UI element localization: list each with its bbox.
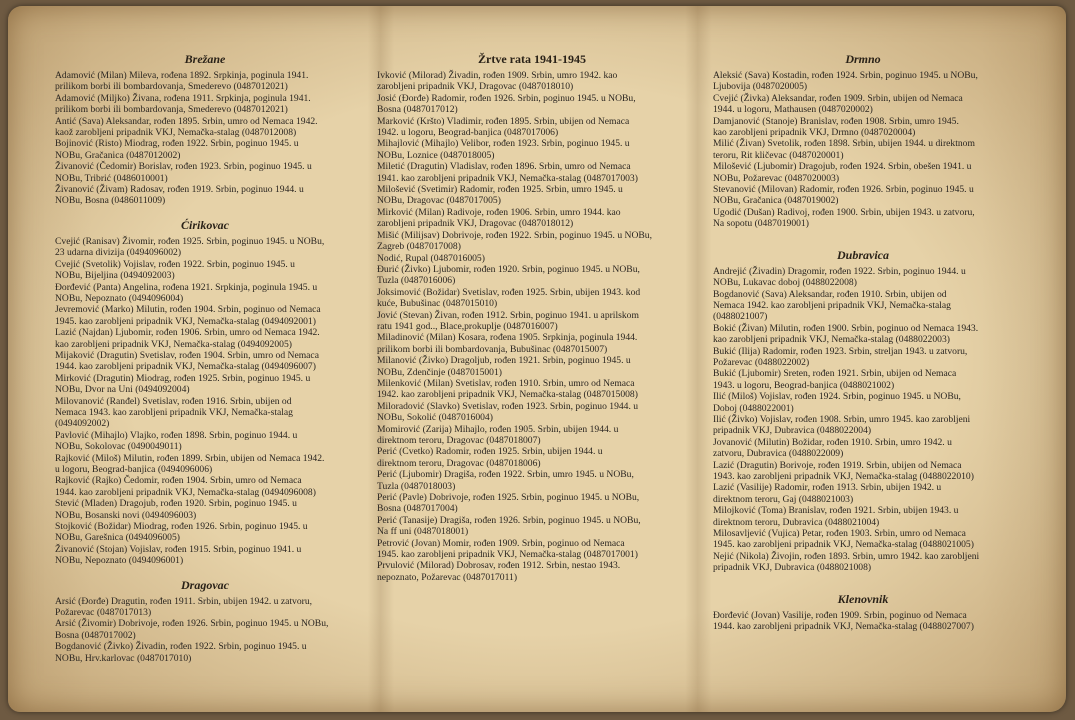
page-title: Žrtve rata 1941-1945 [478,52,586,66]
victim-entry [713,289,1013,323]
entry-line: Jovanović (Milutin) Božidar, rođen 1910. Srbin, umro 1942. u [713,436,952,448]
entry-line: Pavlović (Mihajlo) Vlajko, rođen 1898. Srbin, poginuo 1944. u [55,429,298,441]
victim-entry [713,551,1013,574]
entry-line: 1941. kao zarobljeni pripadnik VKJ, Nemačka-stalag (0487017003) [377,172,638,184]
entry-line: Doboj (0488022001) [713,402,794,414]
victim-entry [377,138,687,161]
entry-line: Milenković (Milan) Svetislav, rođen 1910. Srbin, umro od Nemaca [377,377,635,389]
entry-line: kuće, Bubušinac (0487015010) [377,298,498,310]
victim-entry [55,475,355,498]
victim-entry [713,391,1013,414]
victim-entry [55,453,355,476]
victim-entry [713,414,1013,437]
entry-line: 1944. kao zarobljeni pripadnik VKJ, Nemačka-stalag (0488027007) [713,621,974,633]
entry-line: Adamović (Milan) Mileva, rođena 1892. Srpkinja, poginula 1941. [55,70,309,81]
victim-entry [377,332,687,355]
entry-line: Nejić (Nikola) Živojin, rođen 1893. Srbin, umro 1942. kao zarobljeni [713,550,980,562]
victim-entry [377,355,687,378]
victim-entry [377,161,687,184]
entry-line: Bogdanović (Živko) Živadin, rođen 1922. Srbin, poginuo 1945. u [55,641,307,653]
entry-line: Milosavljević (Vujica) Petar, rođen 1903. Srbin, umro od Nemaca [713,528,966,540]
section-title-cirikovac: Ćirikovac [181,217,229,232]
entry-line: NOBu, Dragovac (0487017005) [377,195,501,207]
entry-line: Ilić (Živko) Vojislav, rođen 1908. Srbin, umro 1945. kao zarobljeni [713,413,971,425]
entry-line: Miladinović (Milan) Kosara, rođena 1905. Srpkinja, poginula 1944. [377,332,638,344]
victim-entry [713,460,1013,483]
victim-entry [55,521,355,544]
victim-entry [55,70,355,93]
victim-entry [55,304,355,327]
victim-entry [713,323,1013,346]
victim-entry [377,515,687,538]
entry-line: Cvejić (Svetolik) Vojislav, rođen 1922. Srbin, poginuo 1945. u [55,258,295,270]
entry-line: 1944. kao zarobljeni pripadnik VKJ, Nemačka-stalag (0494096008) [55,486,316,498]
entry-line: ratu 1941 god.., Blace,prokuplje (0487016007) [377,320,558,332]
victim-entry [713,116,1013,139]
entry-line: Ljubovija (0487020005) [713,81,808,93]
entry-line: Milić (Živan) Svetolik, rođen 1898. Srbin, ubijen 1944. u direktnom [713,138,975,150]
entry-line: Đurić (Živko) Ljubomir, rođen 1920. Srbin, poginuo 1945. u NOBu, [377,263,640,275]
entry-line: direktnom teroru, Dubravica (0488021004) [713,516,880,528]
entry-line: 1942. u logoru, Beograd-banjica (0487017006) [377,127,559,139]
entry-line: u logoru, Beograd-banjica (0494096006) [55,464,213,475]
entry-line: 1945. kao zarobljeni pripadnik VKJ, Nemačka-stalag (0488021005) [713,539,974,551]
entry-line: 1943. kao zarobljeni pripadnik VKJ, Nemačka-stalag (0488022010) [713,471,974,482]
victim-entry [55,236,355,259]
victim-entry [713,346,1013,369]
entry-line: NOBu, Garešnica (0494096005) [55,532,180,544]
entry-line: Joksimović (Božidar) Svetislav, rođen 1925. Srbin, ubijen 1943. kod [377,286,641,298]
entry-line: nepoznato, Požarevac (0487017011) [377,571,518,583]
entry-line: NOBu, Bijeljina (0494092003) [55,270,175,282]
victim-entry [377,264,687,287]
entry-line: Milošević (Svetimir) Radomir, rođen 1925. Srbin, umro 1945. u [377,184,623,196]
victim-entry [55,259,355,282]
entry-line: Perić (Cvetko) Radomir, rođen 1925. Srbin, ubijen 1944. u [377,446,603,458]
entry-line: Bosna (0487017012) [377,104,458,116]
entry-line: Milošević (Ljubomir) Dragojub, rođen 1924. Srbin, obešen 1941. u [713,161,972,173]
entry-line: 1945. kao zarobljeni pripadnik VKJ, Nemačka-stalag (0494092001) [55,315,316,327]
entry-line: NOBu, Požarevac (0487020003) [713,172,840,184]
entry-line: Bosna (0487017002) [55,629,136,641]
victim-entry [55,327,355,350]
entry-line: prilikom borbi ili bombardovanja, Bubušinac (0487015007) [377,343,608,355]
section-dragovac [55,596,355,664]
entry-line: Jović (Stevan) Živan, rođen 1912. Srbin, poginuo 1941. u aprilskom [377,309,639,321]
victim-entry [713,610,1013,633]
entry-line: Tuzla (0487018003) [377,480,456,492]
victim-entry [377,424,687,447]
entry-line: NOBu, Lukavac doboj (0488022008) [713,277,857,289]
victim-entry [713,207,1013,230]
section-title-klenovnik: Klenovnik [837,591,889,606]
section-drmno [713,70,1013,230]
victim-entry [377,93,687,116]
entry-line: NOBu, Hrv.karlovac (0487017010) [55,652,192,664]
entry-line: Jevremović (Marko) Milutin, rođen 1904. Srbin, poginuo od Nemaca [55,304,321,316]
entry-line: NOBu, Sokolovac (0490049011) [55,441,182,453]
victim-entry [377,538,687,561]
entry-line: Bukić (Ljubomir) Sreten, rođen 1921. Srbin, ubijen od Nemaca [713,368,957,380]
entry-line: prilikom borbi ili bombardovanja, Smederevo (0487012021) [55,104,288,116]
entry-line: NOBu, Bosanski novi (0494096003) [55,509,197,521]
victim-entry [377,560,687,583]
victim-entry [713,437,1013,460]
entry-line: NOBu, Zdenčinje (0487015001) [377,366,502,378]
section-zrtve [377,70,687,583]
entry-line: kaož zarobljeni pripadnik VKJ, Nemačka-stalag (0487012008) [55,127,297,139]
entry-line: Bojinović (Risto) Miodrag, rođen 1922. Srbin, poginuo 1945. u [55,138,299,150]
entry-line: Na ff uni (0487018001) [377,526,469,538]
victim-entry [377,378,687,401]
entry-line: Mišić (Milijsav) Dobrivoje, rođen 1922. Srbin, poginuo 1945. u NOBu, [377,229,653,241]
entry-line: Živanović (Živam) Radosav, rođen 1919. Srbin, poginuo 1944. u [55,184,304,196]
section-title-brezane: Brežane [184,52,226,66]
victim-entry [713,266,1013,289]
entry-line: 23 udarna divizija (0494096002) [55,247,182,259]
victim-entry [377,310,687,333]
victim-entry [713,368,1013,391]
victim-entry [55,396,355,430]
entry-line: Požarevac (0488022002) [713,356,810,368]
victim-entry [377,446,687,469]
entry-line: Perić (Ljubomir) Dragiša, rođen 1922. Srbin, umro 1945. u NOBu, [377,469,634,481]
entry-line: Bosna (0487017004) [377,503,458,515]
entry-line: 1944. kao zarobljeni pripadnik VKJ, Nemačka-stalag (0494096007) [55,361,316,373]
victim-entry [55,282,355,305]
entry-line: Marković (Kršto) Vladimir, rođen 1895. Srbin, ubijen od Nemaca [377,115,630,127]
entry-line: teroru, Rit kličevac (0487020001) [713,149,844,161]
section-title-dubravica: Dubravica [837,247,889,262]
entry-line: zarobljeni pripadnik VKJ, Dragovac (0487018010) [377,81,574,93]
entry-line: Đorđević (Panta) Angelina, rođena 1921. Srpkinja, poginula 1945. u [55,281,318,293]
column-left [55,48,355,664]
entry-line: kao zarobljeni pripadnik VKJ, Drmno (0487020004) [713,127,916,139]
entry-line: Adamović (Miljko) Živana, rođena 1911. Srpkinja, poginula 1941. [55,92,311,104]
entry-line: Đorđević (Jovan) Vasilije, rođen 1909. Srbin, poginuo od Nemaca [713,609,967,621]
victim-entry [377,287,687,310]
victim-entry [713,505,1013,528]
victim-entry [55,641,355,664]
entry-line: Milojković (Toma) Branislav, rođen 1921. Srbin, ubijen 1943. u [713,505,959,517]
entry-line: Prvulović (Milorad) Dobrosav, rođen 1912. Srbin, nestao 1943. [377,560,621,572]
entry-line: Živanović (Stojan) Vojislav, rođen 1915. Srbin, poginuo 1941. u [55,543,302,555]
entry-line: NOBu, Loznice (0487018005) [377,149,495,161]
entry-line: Ugodić (Dušan) Radivoj, rođen 1900. Srbin, ubijen 1943. u zatvoru, [713,206,975,218]
entry-line: Mirković (Dragutin) Miodrag, rođen 1925. Srbin, poginuo 1945. u [55,372,311,384]
entry-line: Živanović (Čedomir) Borislav, rođen 1923. Srbin, poginuo 1945. u [55,161,312,173]
victim-entry [55,116,355,139]
entry-line: Stević (Mladen) Dragojub, rođen 1920. Srbin, poginuo 1945. u [55,498,297,510]
victim-entry [377,207,687,230]
entry-line: Na sopotu (0487019001) [713,218,809,230]
entry-line: Ilić (Miloš) Vojislav, rođen 1924. Srbin, poginuo 1945. u NOBu, [713,391,961,403]
column-middle [377,50,687,583]
victim-entry [377,492,687,515]
entry-line: direktnom teroru, Dragovac (0487018006) [377,457,541,469]
victim-entry [55,93,355,116]
victim-entry [55,596,355,619]
entry-line: Antić (Sava) Aleksandar, rođen 1895. Srbin, umro od Nemaca 1942. [55,115,318,127]
victim-entry [55,618,355,641]
entry-line: Rajković (Miloš) Milutin, rođen 1899. Srbin, ubijen od Nemaca 1942. [55,452,325,464]
entry-line: direktnom teroru, Dragovac (0487018007) [377,435,541,446]
section-title-dragovac: Dragovac [181,577,229,592]
entry-line: Mirković (Milan) Radivoje, rođen 1906. Srbin, umro 1944. kao [377,206,621,218]
victim-entry [713,482,1013,505]
entry-line: 1945. kao zarobljeni pripadnik VKJ, Nemačka-stalag (0487017001) [377,549,638,561]
section-brezane [55,70,355,207]
victim-entry [713,93,1013,116]
entry-line: Josić (Đorđe) Radomir, rođen 1926. Srbin, poginuo 1945. u NOBu, [377,92,636,104]
entry-line: Aleksić (Sava) Kostadin, rođen 1924. Srbin, poginuo 1945. u NOBu, [713,70,978,81]
entry-line: Bokić (Živan) Milutin, rođen 1900. Srbin, poginuo od Nemaca 1943. [713,322,979,334]
victim-entry [713,138,1013,161]
victim-entry [55,373,355,396]
victim-entry [377,116,687,139]
section-title-drmno: Drmno [845,52,881,66]
entry-line: Andrejić (Živadin) Dragomir, rođen 1922. Srbin, poginuo 1944. u [713,265,966,277]
victim-entry [377,469,687,492]
entry-line: Petrović (Jovan) Momir, rođen 1909. Srbin, poginuo od Nemaca [377,537,625,549]
entry-line: Lazić (Vasilije) Radomir, rođen 1913. Srbin, ubijen 1942. u [713,482,942,494]
entry-line: Bogdanović (Sava) Aleksandar, rođen 1910. Srbin, ubijen od [713,288,947,300]
victim-entry [713,528,1013,551]
victim-entry [55,430,355,453]
entry-line: Nemaca 1942. kao zarobljeni pripadnik VKJ, Nemačka-stalag [713,299,951,311]
entry-line: Zagreb (0487017008) [377,241,461,253]
entry-line: NOBu, Nepoznato (0494096004) [55,292,184,304]
victim-entry [55,350,355,373]
entry-line: NOBu, Dvor na Uni (0494092004) [55,384,190,396]
entry-line: NOBu, Nepoznato (0494096001) [55,555,184,567]
entry-line: Lazić (Najdan) Ljubomir, rođen 1906. Srbin, umro od Nemaca 1942. [55,327,320,339]
entry-line: NOBu, Sokolić (0487016004) [377,412,493,424]
entry-line: (0494092002) [55,418,110,430]
entry-line: Bukić (Ilija) Radomir, rođen 1923. Srbin, streljan 1943. u zatvoru, [713,345,968,357]
entry-line: Ivković (Milorad) Živadin, rođen 1909. Srbin, umro 1942. kao [377,70,618,81]
entry-line: Cvejić (Živka) Aleksandar, rođen 1909. Srbin, ubijen od Nemaca [713,92,963,104]
entry-line: prilikom borbi ili bombardovanja, Smederevo (0487012021) [55,81,288,93]
entry-line: NOBu, Tribrić (0486010001) [55,172,168,184]
entry-line: Požarevac (0487017013) [55,607,152,619]
entry-line: Nodić, Rupal (0487016005) [377,252,485,264]
entry-line: Mijaković (Dragutin) Svetislav, rođen 1904. Srbin, umro od Nemaca [55,349,319,361]
entry-line: Mihajlović (Mihajlo) Velibor, rođen 1923. Srbin, poginuo 1945. u [377,138,630,150]
entry-line: Momirović (Zarija) Mihajlo, rođen 1905. Srbin, ubijen 1944. u [377,423,619,435]
entry-line: Miletić (Dragutin) Vladislav, rođen 1896. Srbin, umro od Nemaca [377,161,631,173]
entry-line: Perić (Pavle) Dobrivoje, rođen 1925. Srbin, poginuo 1945. u NOBu, [377,492,640,504]
entry-line: Arsić (Đorđe) Dragutin, rođen 1911. Srbin, ubijen 1942. u zatvoru, [55,595,313,607]
victim-entry [377,70,687,93]
victim-entry [55,161,355,184]
entry-line: 1942. kao zarobljeni pripadnik VKJ, Nemačka-stalag (0487015008) [377,389,638,401]
section-dubravica [713,266,1013,574]
entry-line: Perić (Tanasije) Dragiša, rođen 1926. Srbin, poginuo 1945. u NOBu, [377,514,641,526]
victim-entry [55,138,355,161]
entry-line: Rajković (Rajko) Čedomir, rođen 1904. Srbin, umro od Nemaca [55,475,302,487]
victim-entry [55,498,355,521]
entry-line: Cvejić (Ranisav) Živomir, rođen 1925. Srbin, poginuo 1945. u NOBu, [55,235,325,247]
entry-line: direktnom teroru, Gaj (0488021003) [713,493,854,505]
entry-line: Nemaca 1943. kao zarobljeni pripadnik VKJ, Nemačka-stalag [55,406,293,418]
entry-line: pripadnik VKJ, Dubravica (0488021008) [713,562,872,574]
entry-line: zarobljeni pripadnik VKJ, Dragovac (0487018012) [377,218,574,230]
entry-line: Arsić (Živomir) Dobrivoje, rođen 1926. Srbin, poginuo 1945. u NOBu, [55,618,329,630]
entry-line: Stevanović (Milovan) Radomir, rođen 1926. Srbin, poginuo 1945. u [713,184,974,196]
entry-line: kao zarobljeni pripadnik VKJ, Nemačka-stalag (0488022003) [713,334,950,346]
entry-line: Milovanović (Ranđel) Svetislav, rođen 1916. Srbin, ubijen od [55,395,292,407]
entry-line: NOBu, Gračanica (0487012002) [55,149,181,161]
victim-entry [377,184,687,207]
entry-line: NOBu, Bosna (0486011009) [55,195,166,207]
victim-entry [55,544,355,567]
victim-entry [713,70,1013,93]
entry-line: pripadnik VKJ, Dubravica (0488022004) [713,425,872,437]
entry-line: kao zarobljeni pripadnik VKJ, Nemačka-stalag (0494092005) [55,338,292,350]
entry-line: Tuzla (0487016006) [377,275,456,287]
entry-line: Milanović (Živko) Dragoljub, rođen 1921. Srbin, poginuo 1945. u [377,355,631,367]
section-cirikovac [55,236,355,567]
entry-line: Lazić (Dragutin) Borivoje, rođen 1919. Srbin, ubijen od Nemaca [713,459,962,471]
entry-line: 1944. u logoru, Mathausen (0487020002) [713,104,873,116]
victim-entry [377,230,687,253]
victim-entry [713,161,1013,184]
entry-line: zatvoru, Dubravica (0488022009) [713,448,844,460]
entry-line: (0488021007) [713,311,768,323]
victim-entry [377,401,687,424]
entry-line: Damjanović (Stanoje) Branislav, rođen 1908. Srbin, umro 1945. [713,115,959,127]
section-klenovnik [713,610,1013,633]
entry-line: NOBu, Gračanica (0487019002) [713,195,839,207]
entry-line: Stojković (Božidar) Miodrag, rođen 1926. Srbin, poginuo 1945. u [55,521,308,533]
victim-entry [713,184,1013,207]
victim-entry [377,253,687,264]
entry-line: Miloradović (Slavko) Svetislav, rođen 1923. Srbin, poginuo 1944. u [377,400,639,412]
entry-line: 1943. u logoru, Beograd-banjica (0488021002) [713,379,895,391]
victim-entry [55,184,355,207]
column-right [713,48,1013,632]
